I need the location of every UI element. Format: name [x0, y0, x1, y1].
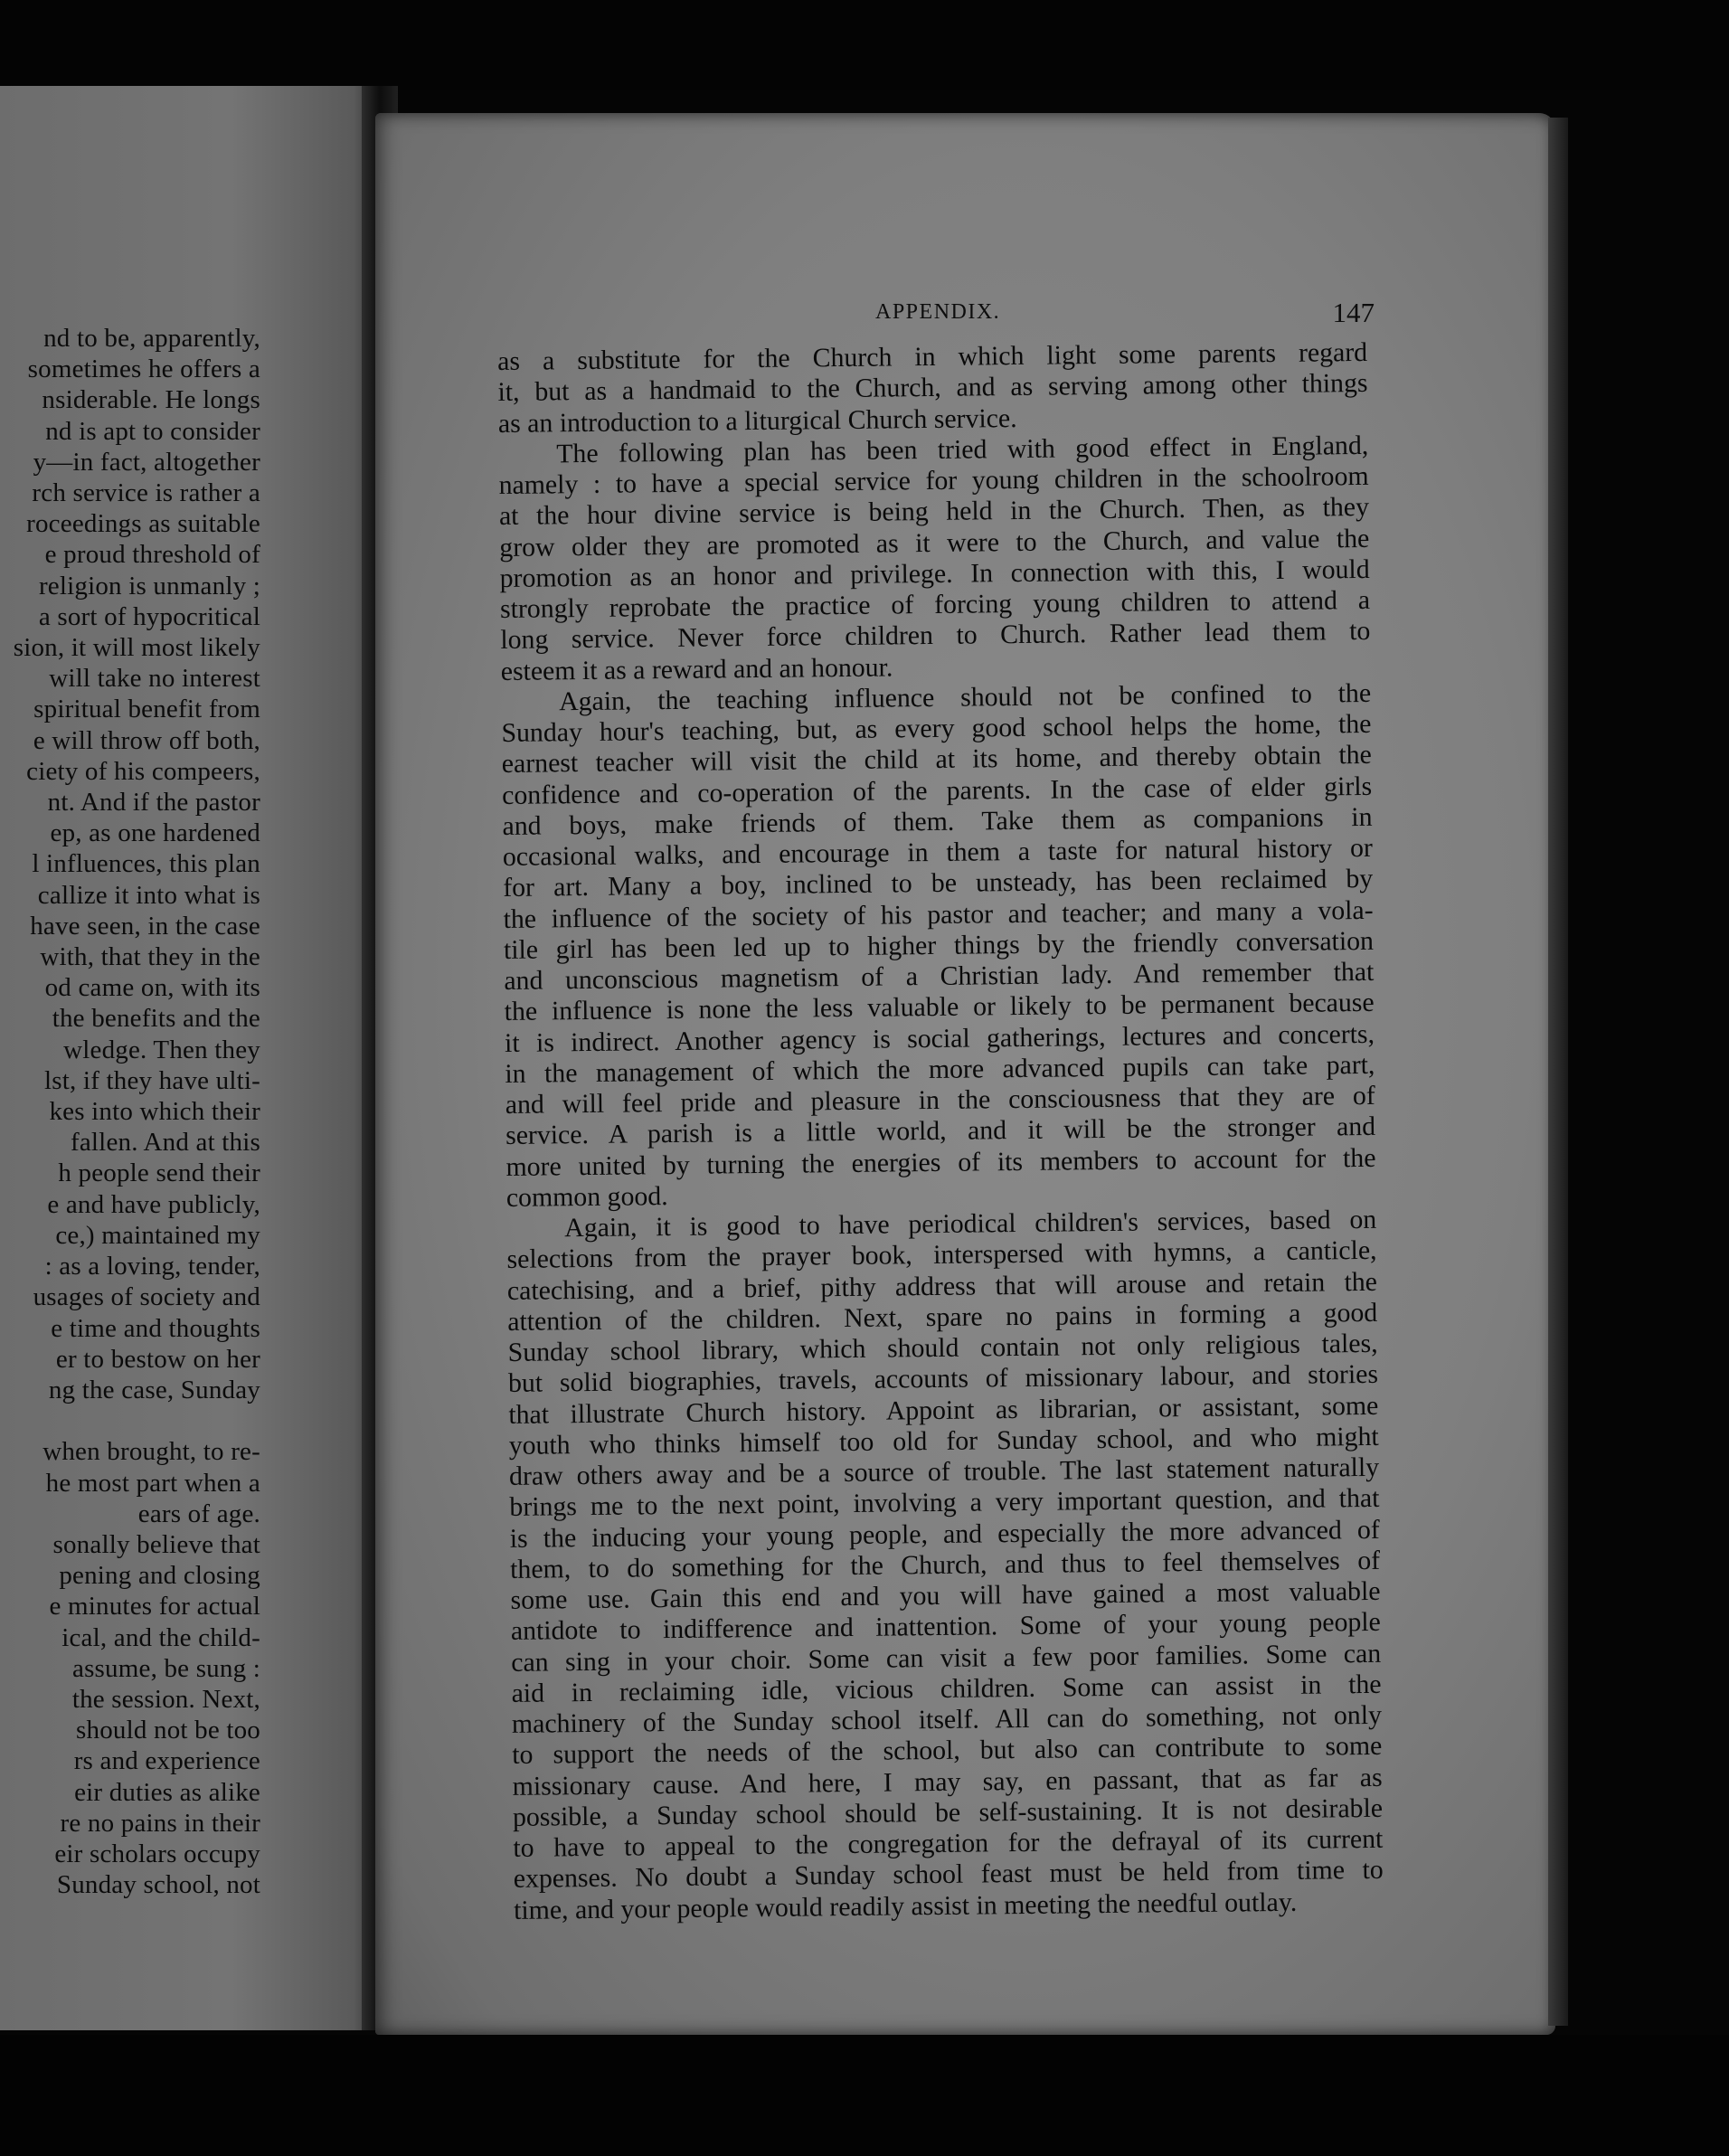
left-page-line — [0, 1405, 260, 1436]
text-line: long service. Never force children to Church. Rather lead them to — [500, 616, 1371, 656]
text-line: The following plan has been tried with good effect in England, — [556, 430, 1369, 469]
left-page-line: nt. And if the pastor — [47, 788, 260, 818]
text-line: promotion as an honor and privilege. In connection with this, I would — [499, 553, 1370, 593]
left-page-line: rs and experience — [73, 1746, 260, 1776]
left-page-line: sion, it will most likely — [13, 633, 260, 663]
running-head: APPENDIX. — [875, 300, 1001, 324]
text-line: strongly reprobate the practice of forcing young children to attend a — [499, 584, 1371, 624]
text-line: Sunday school library, which should contain not only religious tales, — [507, 1328, 1378, 1367]
text-line: draw others away and be a source of trouble. The last statement naturally — [508, 1452, 1380, 1491]
left-page-line: nsiderable. He longs — [42, 385, 260, 415]
text-line: that illustrate Church history. Appoint as librarian, or assistant, some — [508, 1390, 1379, 1430]
left-page-line: nd to be, apparently, — [43, 324, 260, 353]
left-page-line: ciety of his compeers, — [26, 756, 260, 786]
left-page-line: the session. Next, — [71, 1684, 260, 1714]
text-line: it, but as a handmaid to the Church, and as serving among other things — [497, 368, 1368, 408]
text-line: to have to appeal to the congregation for the defrayal of its current — [513, 1823, 1384, 1863]
text-line: it is indirect. Another agency is social gatherings, lectures and concerts, — [504, 1018, 1375, 1058]
text-line: machinery of the Sunday school itself. All can do something, not only — [511, 1699, 1383, 1739]
text-line: is the inducing your young people, and especially the more advanced of — [509, 1514, 1380, 1554]
text-line: in the management of which the more advanced pupils can take part, — [505, 1049, 1375, 1089]
page-header — [496, 297, 1375, 333]
left-page-line: assume, be sung : — [72, 1653, 260, 1683]
left-page — [0, 86, 384, 2030]
text-line: namely : to have a special service for young children in the schoolroom — [498, 460, 1369, 500]
text-line: aid in reclaiming idle, vicious children. Some can assist in the — [511, 1669, 1382, 1708]
text-line: expenses. No doubt a Sunday school feast must be held from time to — [513, 1855, 1384, 1895]
left-page-line: lst, if they have ulti- — [44, 1065, 260, 1095]
page-number: 147 — [1332, 297, 1375, 328]
text-line: at the hour divine service is being held in the Church. Then, as they — [498, 492, 1370, 532]
text-line: more united by turning the energies of its members to account for the — [505, 1142, 1376, 1182]
left-page-line: eir scholars occupy — [54, 1839, 260, 1868]
left-page-line: e proud threshold of — [44, 540, 260, 570]
left-page-line: kes into which their — [49, 1097, 260, 1127]
text-line: Again, the teaching influence should not be confined to the — [558, 677, 1372, 717]
text-line: as an introduction to a liturgical Church service. — [497, 402, 1017, 439]
left-page-line: sometimes he offers a — [27, 355, 260, 384]
left-page-line: e minutes for actual — [49, 1592, 260, 1622]
left-page-line: l influences, this plan — [32, 849, 260, 879]
left-page-line: h people send their — [58, 1158, 260, 1188]
text-line: service. A parish is a little world, and it will be the stronger and — [505, 1111, 1376, 1151]
left-page-line: the benefits and the — [52, 1004, 260, 1034]
left-page-line: od came on, with its — [44, 973, 260, 1003]
left-page-line: with, that they in the — [40, 942, 260, 972]
text-line: Sunday hour's teaching, but, as every good school helps the home, the — [501, 708, 1372, 748]
text-line: youth who thinks himself too old for Sunday school, and who might — [508, 1421, 1379, 1461]
left-page-line: re no pains in their — [60, 1808, 260, 1838]
left-page-line: e will throw off both, — [33, 725, 260, 755]
text-line: catechising, and a brief, pithy address that will arouse and retain the — [506, 1266, 1378, 1306]
left-page-line: when brought, to re- — [43, 1437, 260, 1467]
left-page-text — [0, 323, 260, 1900]
text-line: brings me to the next point, involving a very important question, and that — [509, 1483, 1380, 1523]
text-line: tile girl has been led up to higher things by the friendly conversation — [503, 925, 1375, 965]
left-page-line: er to bestow on her — [55, 1344, 260, 1374]
left-page-line: e time and thoughts — [51, 1313, 260, 1343]
text-line: can sing in your choir. Some can visit a few poor families. Some can — [511, 1638, 1382, 1678]
text-line: antidote to indifference and inattention. Some of your young people — [510, 1607, 1381, 1647]
text-line: to support the needs of the school, but also can contribute to some — [512, 1731, 1383, 1771]
left-page-line: a sort of hypocritical — [38, 601, 260, 631]
left-page-line: y—in fact, altogether — [33, 447, 260, 477]
text-line: them, to do something for the Church, and thus to feel themselves of — [509, 1545, 1381, 1584]
text-line: selections from the prayer book, interspersed with hymns, a canticle, — [506, 1235, 1377, 1275]
left-page-line: ng the case, Sunday — [48, 1375, 260, 1404]
text-line: confidence and co-operation of the parents. In the case of elder girls — [502, 771, 1373, 810]
text-line: some use. Gain this end and you will have gained a most valuable — [510, 1575, 1381, 1615]
left-page-line: Sunday school, not — [56, 1870, 260, 1900]
text-line: and will feel pride and pleasure in the consciousness that they are of — [505, 1080, 1375, 1120]
text-line: the influence is none the less valuable or likely to be permanent because — [504, 988, 1375, 1027]
text-line: missionary cause. And here, I may say, en passant, that as far as — [512, 1762, 1383, 1801]
left-page-line: sonally believe that — [52, 1529, 260, 1559]
left-page-line: e and have publicly, — [47, 1189, 260, 1219]
left-page-line: : as a loving, tender, — [44, 1252, 260, 1281]
text-line: esteem it as a reward and an honour. — [500, 651, 893, 686]
left-page-line: nd is apt to consider — [45, 416, 260, 446]
body-text — [497, 337, 1384, 1926]
scan-border-bottom — [0, 2035, 1729, 2156]
left-page-line: will take no interest — [49, 664, 260, 694]
left-page-line: callize it into what is — [37, 880, 260, 910]
left-page-line: roceedings as suitable — [26, 509, 260, 539]
left-page-line: pening and closing — [59, 1561, 260, 1591]
left-page-line: he most part when a — [45, 1468, 260, 1498]
left-page-line: wledge. Then they — [63, 1035, 260, 1064]
left-page-line: religion is unmanly ; — [38, 571, 260, 600]
text-line: but solid biographies, travels, accounts of missionary labour, and stories — [507, 1359, 1379, 1399]
left-page-line: usages of society and — [33, 1282, 260, 1312]
text-line: occasional walks, and encourage in them a taste for natural history or — [502, 832, 1374, 872]
left-page-line: should not be too — [76, 1716, 260, 1745]
text-line: attention of the children. Next, spare no pains in forming a good — [507, 1297, 1378, 1337]
text-line: and unconscious magnetism of a Christian lady. And remember that — [504, 956, 1375, 996]
text-line: possible, a Sunday school should be self-sustaining. It is not desirable — [512, 1792, 1384, 1832]
text-line: Again, it is good to have periodical children's services, based on — [564, 1204, 1377, 1243]
left-page-line: ical, and the child- — [61, 1622, 260, 1652]
text-line: grow older they are promoted as it were to the Church, and value the — [499, 523, 1370, 563]
left-page-line: have seen, in the case — [30, 911, 260, 941]
text-line: time, and your people would readily assist in meeting the needful outlay. — [513, 1886, 1298, 1925]
text-line: for art. Many a boy, inclined to be unsteady, has been reclaimed by — [503, 864, 1374, 903]
left-page-line: ep, as one hardened — [50, 818, 260, 848]
text-line: and boys, make friends of them. Take them as companions in — [502, 801, 1373, 841]
left-page-line: ce,) maintained my — [55, 1220, 260, 1250]
left-page-line: fallen. And at this — [71, 1128, 260, 1158]
text-line: as a substitute for the Church in which light some parents regard — [497, 336, 1368, 376]
left-page-line: spiritual benefit from — [33, 695, 260, 724]
left-page-line: eir duties as alike — [74, 1777, 260, 1807]
left-page-line: ears of age. — [137, 1499, 260, 1528]
text-line: common good. — [505, 1180, 668, 1213]
left-page-line: rch service is rather a — [32, 478, 260, 508]
scan-border-top — [0, 0, 1729, 90]
text-line: the influence of the society of his pastor and teacher; and many a vola- — [503, 894, 1374, 934]
text-line: earnest teacher will visit the child at its home, and thereby obtain the — [501, 740, 1372, 780]
page-edge-shadow — [1548, 118, 1568, 2026]
